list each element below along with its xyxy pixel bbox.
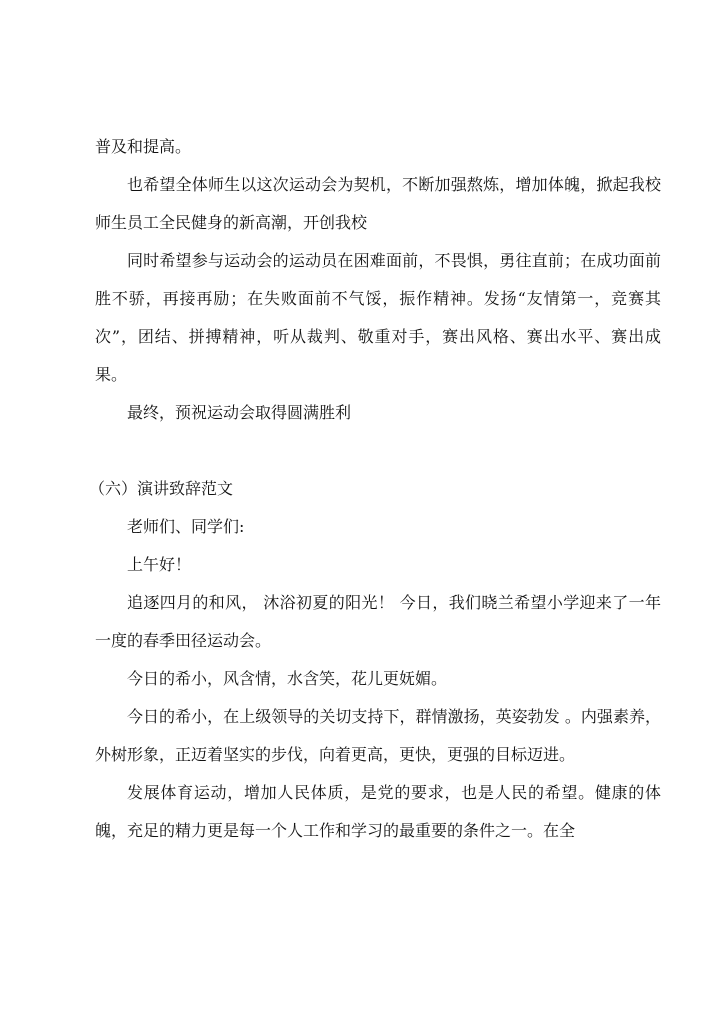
section-heading: （六）演讲致辞范文 [89, 479, 234, 498]
paragraph-3: 同时希望参与运动会的运动员在困难面前，不畏惧，勇往直前；在成功面前胜不骄，再接再励；在失败面前不气馁，振作精神。发扬“友情第一，竞赛其次”，团结、拼搏精神，听从裁判、敬重对手，赛出风格、赛出水平、赛出成果。 [95, 251, 661, 384]
salutation-line: 上午好！ [127, 555, 192, 574]
paragraph-4: 最终，预祝运动会取得圆满胜利 [127, 403, 352, 422]
paragraph-8: 发展体育运动，增加人民体质，是党的要求，也是人民的希望。健康的体魄，充足的精力更是每一个人工作和学习的最重要的条件之一。在全 [95, 783, 661, 840]
document-page [89, 128, 661, 850]
paragraph-2: 也希望全体师生以这次运动会为契机，不断加强熬炼，增加体魄，掀起我校师生员工全民健身的新高潮，开创我校 [95, 175, 661, 232]
paragraph-1: 普及和提高。 [95, 137, 192, 156]
paragraph-6: 今日的希小，风含情，水含笑，花儿更妩媚。 [127, 669, 448, 688]
paragraph-7: 今日的希小，在上级领导的关切支持下，群情激扬，英姿勃发 。内强素养，外树形象，正迈着坚实的步伐，向着更高，更快，更强的目标迈进。 [95, 707, 661, 764]
paragraph-5: 追逐四月的和风， 沐浴初夏的阳光！ 今日，我们晓兰希望小学迎来了一年一度的春季田径运动会。 [95, 593, 661, 650]
blank-line [95, 432, 661, 470]
greeting-line: 老师们、同学们: [127, 517, 245, 536]
